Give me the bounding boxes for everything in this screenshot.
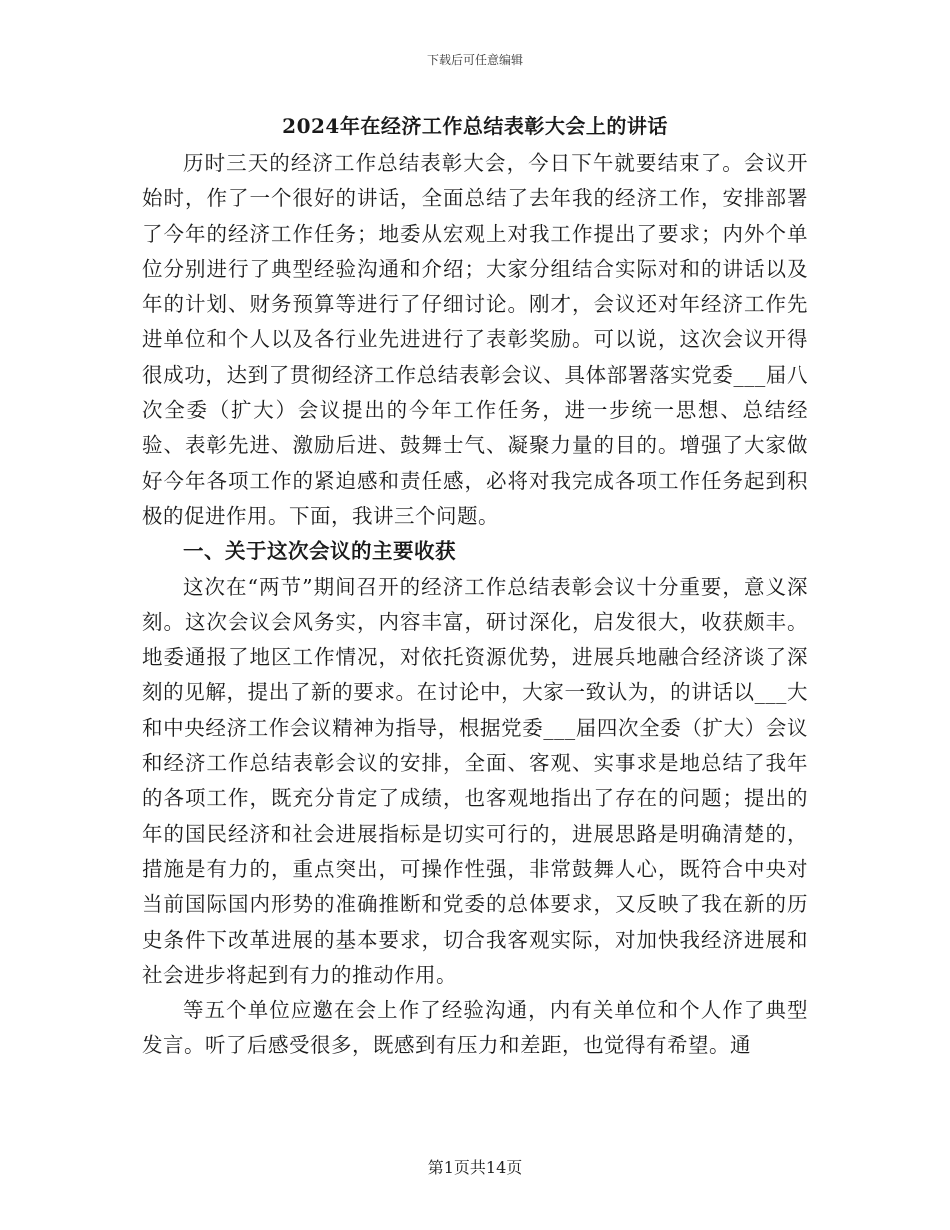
header-note: 下载后可任意编辑 (426, 53, 523, 67)
paragraph-intro: 历时三天的经济工作总结表彰大会，今日下午就要结束了。会议开始时，作了一个很好的讲话，全面总结了去年我的经济工作，安排部署了今年的经济工作任务；地委从宏观上对我工作提出了要求；内外个单位分别进行了典型经验沟通和介绍；大家分组结合实际对和的讲话以及年的计划、财务预算等进行了仔细讨论。刚才，会议还对年经济工作先进单位和个人以及各行业先进进行了表彰奖励。可以说，这次会议开得很成功，达到了贯彻经济工作总结表彰会议、具体部署落实党委___届八次全委（扩大）会议提出的今年工作任务，进一步统一思想、总结经验、表彰先进、激励后进、鼓舞士气、凝聚力量的目的。增强了大家做好今年各项工作的紧迫感和责任感，必将对我完成各项工作任务起到积极的促进作用。下面，我讲三个问题。 (142, 151, 808, 528)
document-title: 2024年在经济工作总结表彰大会上的讲话 (282, 114, 668, 138)
section-heading: 一、关于这次会议的主要收获 (183, 539, 456, 564)
paragraph-harvest: 这次在“两节”期间召开的经济工作总结表彰会议十分重要，意义深刻。这次会议会风务实，内容丰富，研讨深化，启发很大，收获颇丰。地委通报了地区工作情况，对依托资源优势，进展兵地融合经济谈了深刻的见解，提出了新的要求。在讨论中，大家一致认为，的讲话以___大和中央经济工作会议精神为指导，根据党委___届四次全委（扩大）会议和经济工作总结表彰会议的安排，全面、客观、实事求是地总结了我年的各项工作，既充分肯定了成绩，也客观地指出了存在的问题；提出的年的国民经济和社会进展指标是切实可行的，进展思路是明确清楚的，措施是有力的，重点突出，可操作性强，非常鼓舞人心，既符合中央对当前国际国内形势的准确推断和党委的总体要求，又反映了我在新的历史条件下改革进展的基本要求，切合我客观实际，对加快我经济进展和社会进步将起到有力的推动作用。 (142, 574, 808, 987)
document-body (142, 146, 808, 1064)
paragraph-exchange: 等五个单位应邀在会上作了经验沟通，内有关单位和个人作了典型发言。听了后感受很多，既感到有压力和差距，也觉得有希望。通 (142, 998, 808, 1058)
page-number: 第1页共14页 (427, 1158, 523, 1177)
